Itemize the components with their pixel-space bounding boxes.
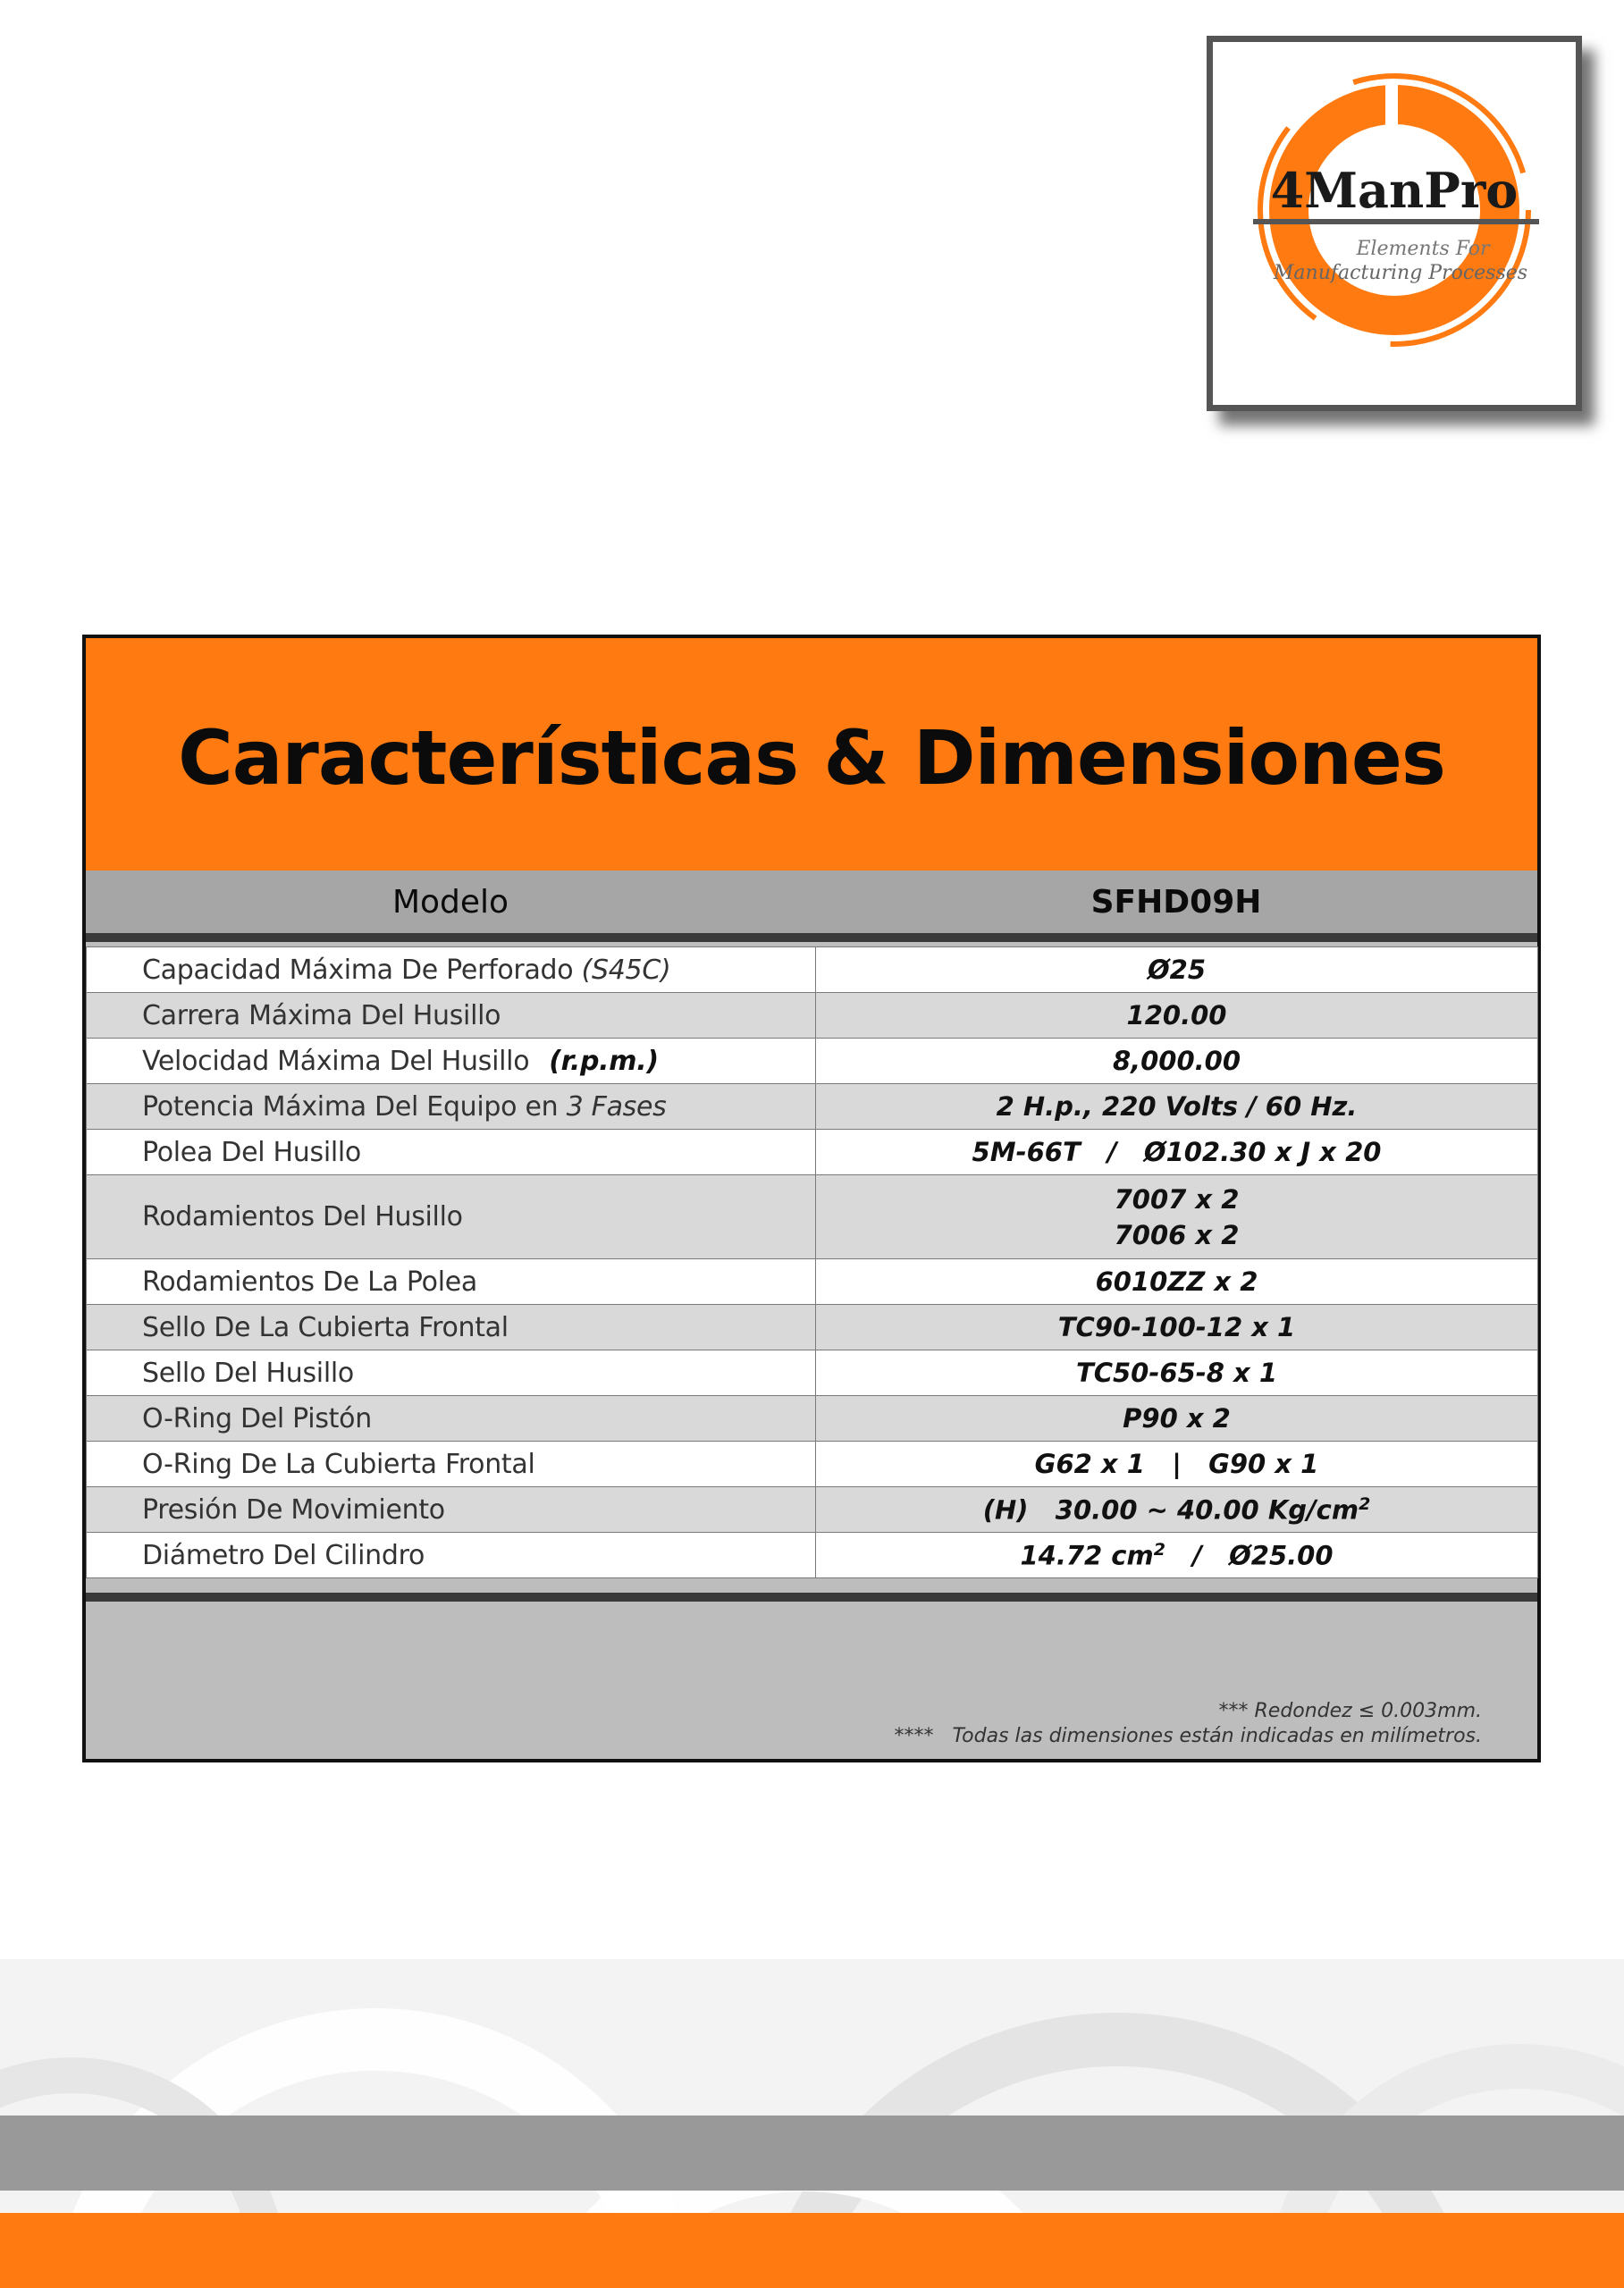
row-label: Rodamientos De La Polea [87,1259,816,1305]
table-row [87,1084,1538,1130]
row-value: 6010ZZ x 2 [816,1259,1538,1305]
panel-header [86,638,1537,871]
row-label: Sello Del Husillo [87,1350,816,1396]
row-label: Rodamientos Del Husillo [87,1175,816,1259]
logo-bar [1253,219,1539,224]
row-label: Capacidad Máxima De Perforado (S45C) [87,947,816,993]
logo-tagline-2: Manufacturing Processes [1273,262,1528,284]
table-top-divider [86,933,1537,942]
row-label: Sello De La Cubierta Frontal [87,1305,816,1350]
row-value: 2 H.p., 220 Volts / 60 Hz. [816,1084,1538,1130]
row-value: 7007 x 2 7006 x 2 [816,1175,1538,1259]
table-row [87,1350,1538,1396]
table-row [87,1259,1538,1305]
table-row [87,1039,1538,1084]
row-value: 14.72 $cm^2$ / Ø25.00 [816,1533,1538,1578]
footer-grey-band [0,2116,1624,2191]
footer-orange-band [0,2213,1624,2288]
spec-table [86,946,1538,1578]
table-row [87,1175,1538,1259]
row-value: (H) 30.00 ~ 40.00 $Kg/cm^2$ [816,1487,1538,1533]
table-row [87,1533,1538,1578]
logo-tagline-1: Elements For [1356,238,1490,260]
logo-graphic [1213,42,1576,405]
model-row [86,871,1537,933]
footnote-units: **** Todas las dimensiones están indicadas en milímetros. [894,1725,1482,1747]
spec-panel [82,635,1541,1762]
row-value: G62 x 1 | G90 x 1 [816,1442,1538,1487]
footnote-roundness: *** Redondez ≤ 0.003mm. [1218,1700,1482,1722]
company-logo [1207,36,1582,411]
row-label: Diámetro Del Cilindro [87,1533,816,1578]
table-row [87,1487,1538,1533]
panel-title: Características & Dimensiones [178,714,1445,802]
row-label: O-Ring Del Pistón [87,1396,816,1442]
row-label: Potencia Máxima Del Equipo en 3 Fases [87,1084,816,1130]
row-value: TC90-100-12 x 1 [816,1305,1538,1350]
model-label: Modelo [391,883,509,921]
table-row [87,1130,1538,1175]
table-row [87,947,1538,993]
logo-brand-text: 4ManPro [1270,162,1519,219]
row-value: P90 x 2 [816,1396,1538,1442]
footnotes [894,1699,1482,1749]
table-bottom-divider [86,1593,1537,1602]
table-row [87,1305,1538,1350]
model-value: SFHD09H [1090,883,1262,921]
row-label: Velocidad Máxima Del Husillo (r.p.m.) [87,1039,816,1084]
row-value: 120.00 [816,993,1538,1039]
row-label: Polea Del Husillo [87,1130,816,1175]
table-row [87,1442,1538,1487]
row-value: TC50-65-8 x 1 [816,1350,1538,1396]
table-row [87,1396,1538,1442]
row-label: O-Ring De La Cubierta Frontal [87,1442,816,1487]
row-value: Ø25 [816,947,1538,993]
row-label: Presión De Movimiento [87,1487,816,1533]
row-value: 5M-66T / Ø102.30 x J x 20 [816,1130,1538,1175]
table-row [87,993,1538,1039]
row-value: 8,000.00 [816,1039,1538,1084]
row-label: Carrera Máxima Del Husillo [87,993,816,1039]
